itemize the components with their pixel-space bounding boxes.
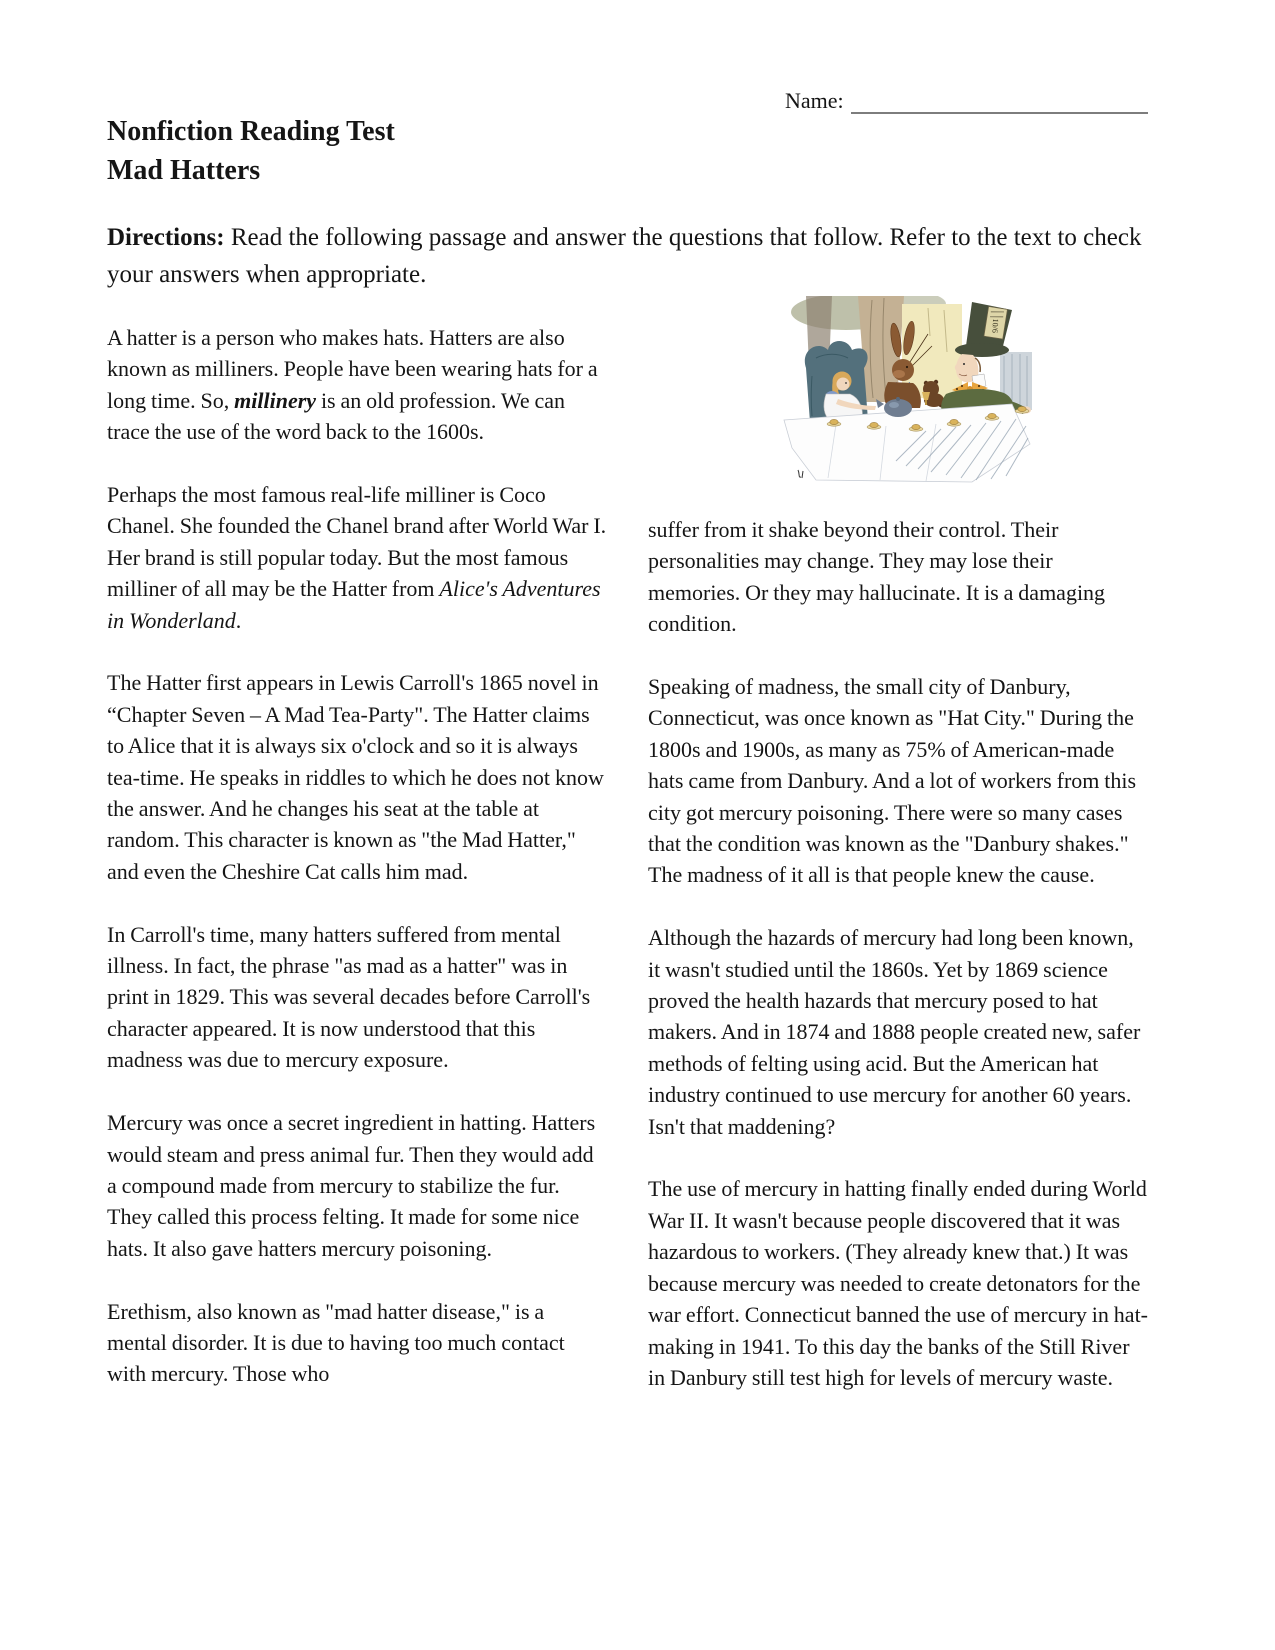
right-column [648, 514, 1148, 1425]
paragraph-erethism-continued: suffer from it shake beyond their control. Their personalities may change. They may lose their memories. Or they may hallucinate. It is a damaging condition. [648, 517, 1106, 637]
paragraph-text: is an old profession. We can trace the use of the word back to the 1600s. [107, 387, 566, 445]
paragraph-danbury: Speaking of madness, the small city of Danbury, Connecticut, was once known as "Hat City." During the 1800s and 1900s, as many as 75% of American-made hats came from Danbury. And a lot of workers from this city got mercury poisoning. There were so many cases that the condition was known as the "Danbury shakes." The madness of it all is that people knew the cause. [648, 674, 1137, 888]
paragraph-erethism: Erethism, also known as "mad hatter disease," is a mental disorder. It is due to having too much contact with mercury. Those who [107, 1298, 565, 1387]
paragraph-hatter-definition [107, 322, 607, 448]
title-line-2: Mad Hatters [107, 155, 261, 186]
paragraph-text: A hatter is a person who makes hats. Hatters are also known as milliners. People have been wearing hats for a long time. So, [107, 325, 598, 413]
paragraph-carrolls-time: In Carroll's time, many hatters suffered from mental illness. In fact, the phrase "as mad as a hatter" was in print in 1829. This was several decades before Carroll's character appeared. It is now understood that this madness was due to mercury exposure. [107, 921, 591, 1073]
paragraph-hatter-appears: The Hatter first appears in Lewis Carroll's 1865 novel in “Chapter Seven – A Mad Tea-Party". The Hatter claims to Alice that it is always six o'clock and so it is always tea-time. He speaks in riddles to which he does not know the answer. And he changes his seat at the table at random. This character is known as "the Mad Hatter," and even the Cheshire Cat calls him mad. [107, 670, 604, 884]
paragraph-coco-chanel [107, 479, 607, 636]
name-label: Name: [785, 88, 844, 113]
artist-monogram [798, 470, 803, 478]
page-title [107, 112, 395, 190]
tea-party-svg [776, 296, 1032, 484]
paragraph-text: Perhaps the most famous real-life milliner is Coco Chanel. She founded the Chanel brand after World War I. Her brand is still popular today. But the most famous milliner of all may be the Hatter from [107, 482, 607, 602]
paragraph-mercury-ingredient: Mercury was once a secret ingredient in hatting. Hatters would steam and press animal fur. Then they would add a compound made from mercury to stabilize the fur. They called this process felting. It made for some nice hats. It also gave hatters mercury poisoning. [107, 1110, 596, 1261]
directions-label: Directions: [107, 224, 225, 251]
tea-party-illustration [776, 296, 1032, 484]
paragraph-text: . [235, 607, 242, 633]
directions-text: Read the following passage and answer the questions that follow. Refer to the text to check your answers when appropriate. [107, 224, 1142, 288]
name-blank-line [851, 90, 1148, 114]
name-field-row [785, 88, 1148, 114]
paragraph-hazards-studied: Although the hazards of mercury had long been known, it wasn't studied until the 1860s. Yet by 1869 science proved the health hazards that mercury posed to hat makers. And in 1874 and 1888 people created new, safer methods of felting using acid. But the American hat industry continued to use mercury for another 60 years. Isn't that maddening? [648, 925, 1141, 1139]
book-title: Alice's Adventures in Wonderland [107, 576, 601, 633]
emphasized-word: millinery [234, 387, 317, 413]
directions [107, 219, 1155, 293]
paragraph-mercury-ended: The use of mercury in hatting finally ended during World War II. It wasn't because people discovered that it was hazardous to workers. (They already knew that.) It was because mercury was needed to create detonators for the war effort. Connecticut banned the use of mercury in hat-making in 1941. To this day the banks of the Still River in Danbury still test high for levels of mercury waste. [648, 1176, 1149, 1390]
title-line-1: Nonfiction Reading Test [107, 116, 395, 147]
hat-tag-text: 10/6 [990, 318, 1001, 334]
left-column [107, 322, 607, 1421]
